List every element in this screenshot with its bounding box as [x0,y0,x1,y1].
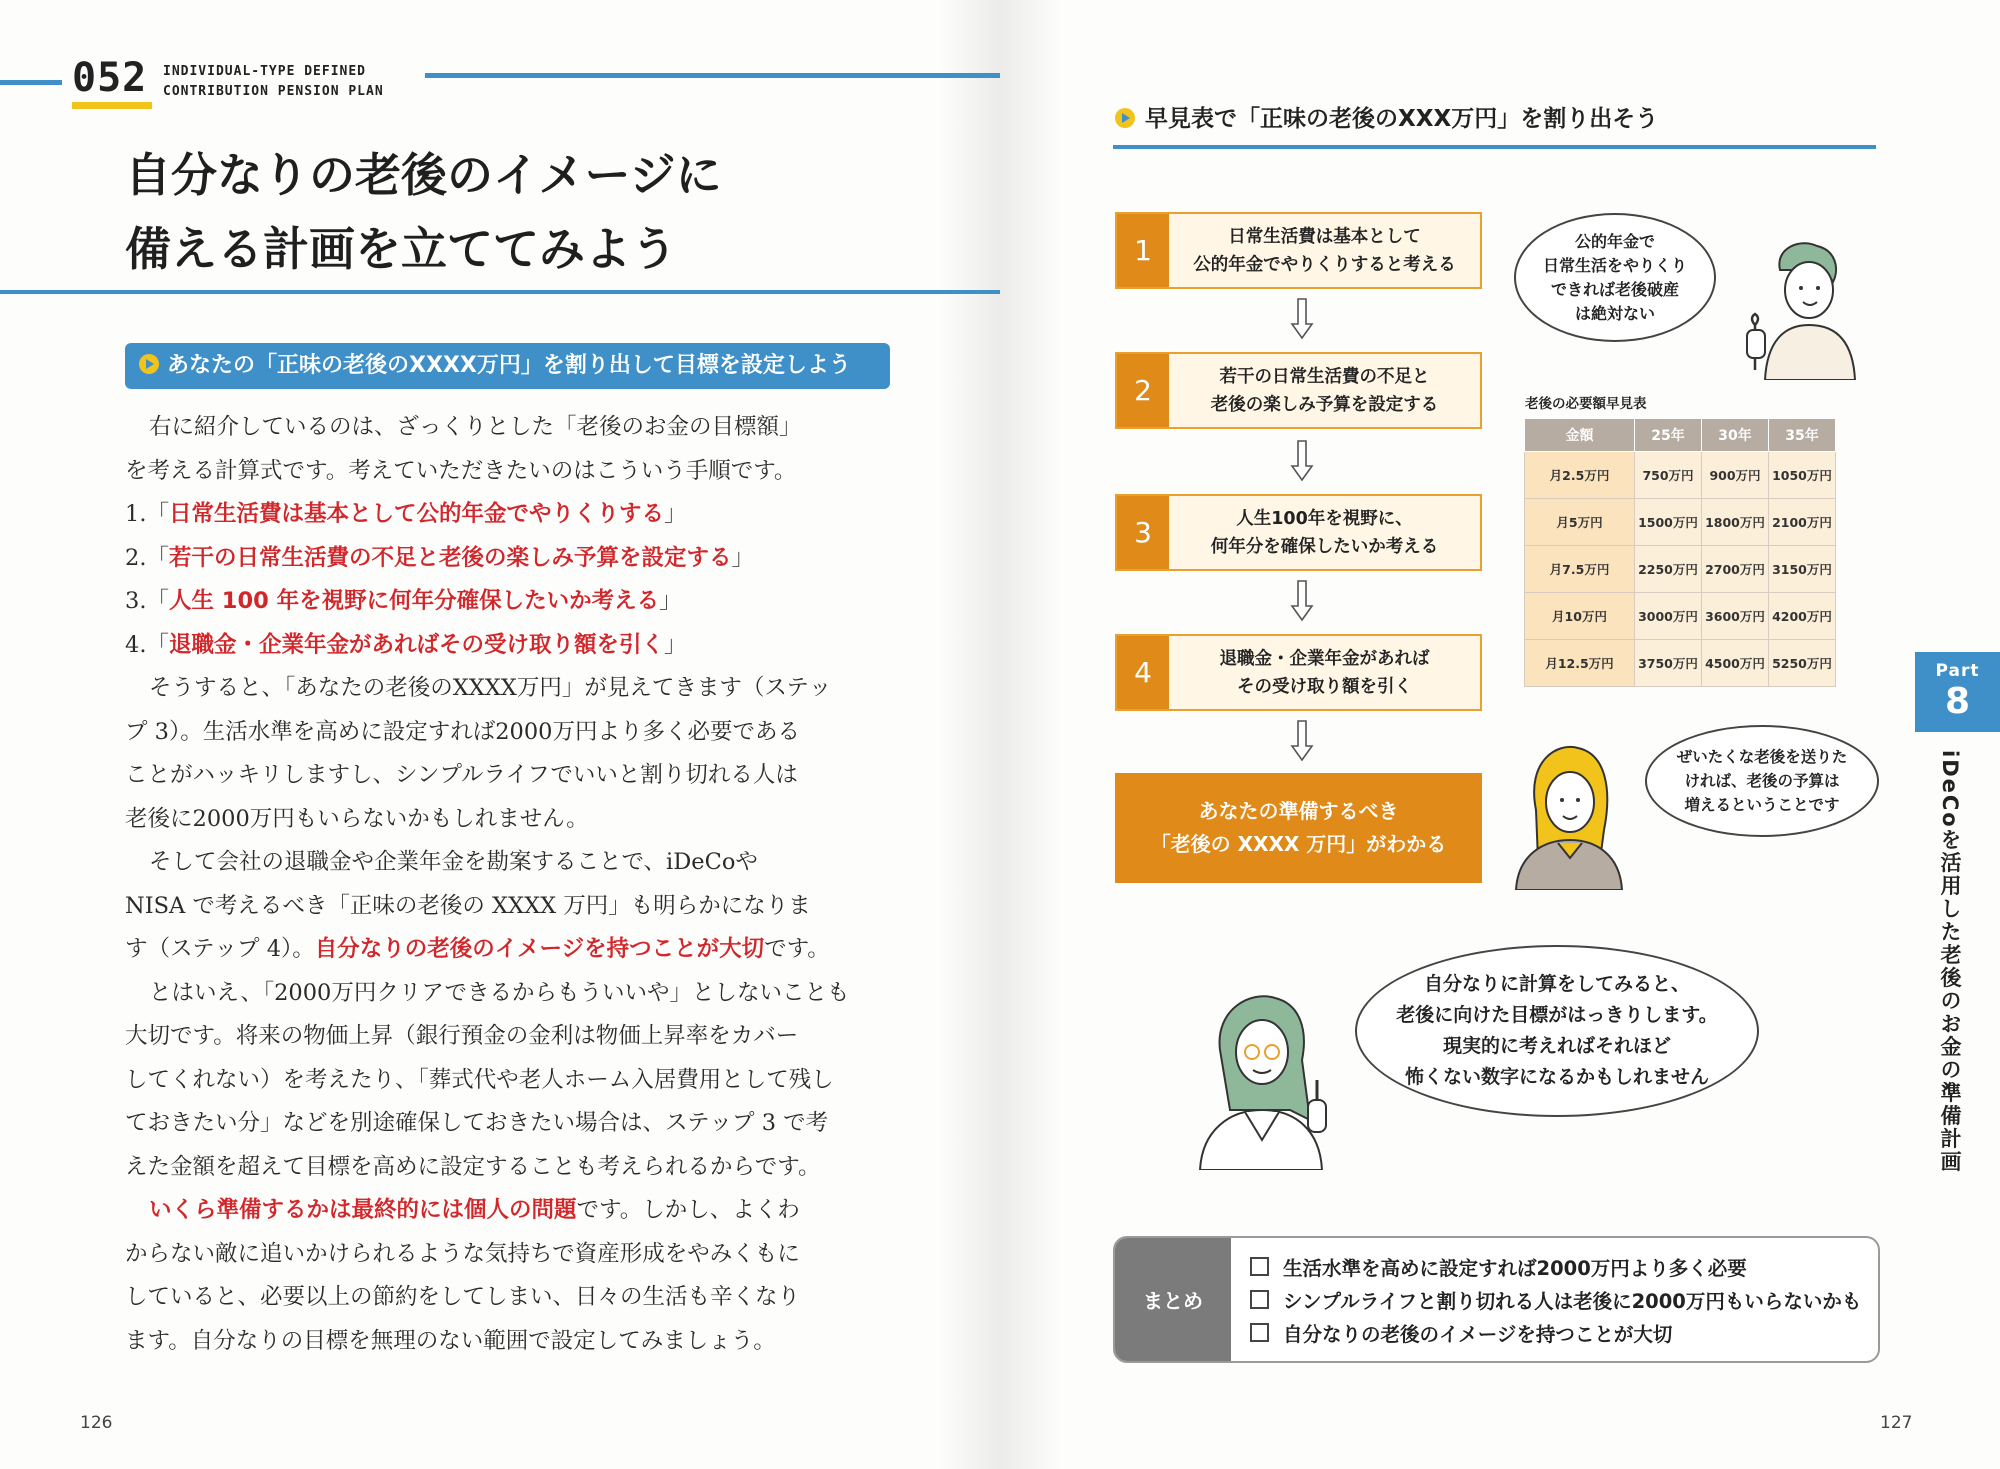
flow-step-4: 4 退職金・企業年金があれば その受け取り額を引く [1115,634,1482,711]
down-arrow-icon [1290,720,1314,762]
header-rule-left [0,80,62,85]
book-gutter [940,0,1060,1469]
speech-bubble-man: 公的年金で 日常生活をやりくり できれば老後破産 は絶対ない [1514,213,1716,342]
play-bullet-icon [139,354,159,374]
flowchart-heading: 早見表で「正味の老後のXXX万円」を割り出そう [1115,100,1658,133]
lookup-table [1524,418,1836,687]
down-arrow-icon [1290,580,1314,622]
summary-item: 生活水準を高めに設定すれば2000万円より多く必要 [1250,1250,1861,1283]
body-text: 右に紹介しているのは、ざっくりとした「老後のお金の目標額」 を考える計算式です。考えていただきたいのはこういう手順です。 1.「日常生活費は基本として公的年金でやりくりする」 2.「若干の日常生活費の不足と老後の楽しみ予算を設定する」 3.「人生 100 年を視野に何年分確保したいか考える」 4.「退職金・企業年金があればその受け取り額を引く」 そうすると、「あなたの老後のXXXX万円」が見えてきます（ステッ プ 3）。生活水準を高めに設定すれば2000万円より多く必要である ことがハッキリしますし、シンプルライフでいいと割り切れる人は 老後に2000万円もいらないかもしれません。 そして会社の退職金や企業年金を勘案することで、iDeCoや NISA で考えるべき「正味の老後の XXXX 万円」も明らかになりま す（ステップ 4）。自分なりの老後のイメージを持つことが大切です。 とはいえ、「2000万円クリアできるからもういいや」としないことも 大切です。将来の物価上昇（銀行預金の金利は物価上昇率をカバー してくれない）を考えたり、「葬式代や老人ホーム入居費用として残し ておきたい分」などを別途確保しておきたい場合は、ステップ 3 で考 えた金額を超えて目標を高めに設定することも考えられるからです。 いくら準備するかは最終的には個人の問題です。しかし、よくわ からない敵に追いかけられるような気持ちで資産形成をやみくもに していると、必要以上の節約をしてしまい、日々の生活も辛くなり ます。自分なりの目標を無理のない範囲で設定してみましょう。 [125,406,890,1363]
table-row: 月12.5万円 3750万円 4500万円 5250万円 [1525,640,1836,687]
page-number-left: 126 [80,1413,113,1433]
header-rule-right [425,73,1000,78]
down-arrow-icon [1290,440,1314,482]
speech-bubble-advisor: 自分なりに計算をしてみると、 老後に向けた目標がはっきりします。 現実的に考えればそれほど 怖くない数字になるかもしれません [1355,945,1759,1117]
table-row: 月2.5万円 750万円 900万円 1050万円 [1525,452,1836,499]
checkbox-icon [1250,1323,1269,1342]
table-row: 月7.5万円 2250万円 2700万円 3150万円 [1525,546,1836,593]
summary-item: シンプルライフと割り切れる人は老後に2000万円もいらないかも [1250,1283,1861,1316]
checkbox-icon [1250,1290,1269,1309]
part-tab: Part 8 [1915,652,2000,732]
flow-step-1: 1 日常生活費は基本として 公的年金でやりくりすると考える [1115,212,1482,289]
subheading-bar: あなたの「正味の老後のXXXX万円」を割り出して目標を設定しよう [125,343,890,389]
advisor-illustration [1190,990,1350,1170]
section-number-underline [72,102,152,109]
table-row: 月10万円 3000万円 3600万円 4200万円 [1525,593,1836,640]
summary-label: まとめ [1115,1238,1231,1361]
step-item: 1.「日常生活費は基本として公的年金でやりくりする」 [125,501,687,527]
page-number-right: 127 [1880,1413,1913,1433]
section-label: INDIVIDUAL-TYPE DEFINED CONTRIBUTION PENSION PLAN [163,64,384,99]
play-bullet-icon [1115,108,1135,128]
summary-item: 自分なりの老後のイメージを持つことが大切 [1250,1316,1861,1349]
heading-rule [1113,145,1876,149]
table-row: 月5万円 1500万円 1800万円 2100万円 [1525,499,1836,546]
summary-box [1113,1236,1880,1363]
chapter-side-title: iDeCoを活用した老後のお金の準備計画 [1938,750,1962,1174]
flow-step-2: 2 若干の日常生活費の不足と 老後の楽しみ予算を設定する [1115,352,1482,429]
speech-bubble-woman: ぜいたくな老後を送りた ければ、老後の予算は 増えるということです [1645,725,1879,837]
table-header-row: 金額 25年 30年 35年 [1525,419,1836,452]
flow-step-3: 3 人生100年を視野に、 何年分を確保したいか考える [1115,494,1482,571]
checkbox-icon [1250,1257,1269,1276]
flow-result: あなたの準備するべき 「老後の XXXX 万円」がわかる [1115,773,1482,883]
section-number: 052 [72,55,148,101]
table-caption: 老後の必要額早見表 [1525,396,1647,412]
page-title: 自分なりの老後のイメージに 備える計画を立ててみよう [125,148,722,276]
man-illustration [1725,230,1875,380]
title-rule [0,290,1000,294]
step-item: 4.「退職金・企業年金があればその受け取り額を引く」 [125,631,687,658]
woman-illustration [1508,740,1628,890]
step-item: 2.「若干の日常生活費の不足と老後の楽しみ予算を設定する」 [125,544,754,571]
down-arrow-icon [1290,298,1314,340]
step-item: 3.「人生 100 年を視野に何年分確保したいか考える」 [125,588,682,614]
